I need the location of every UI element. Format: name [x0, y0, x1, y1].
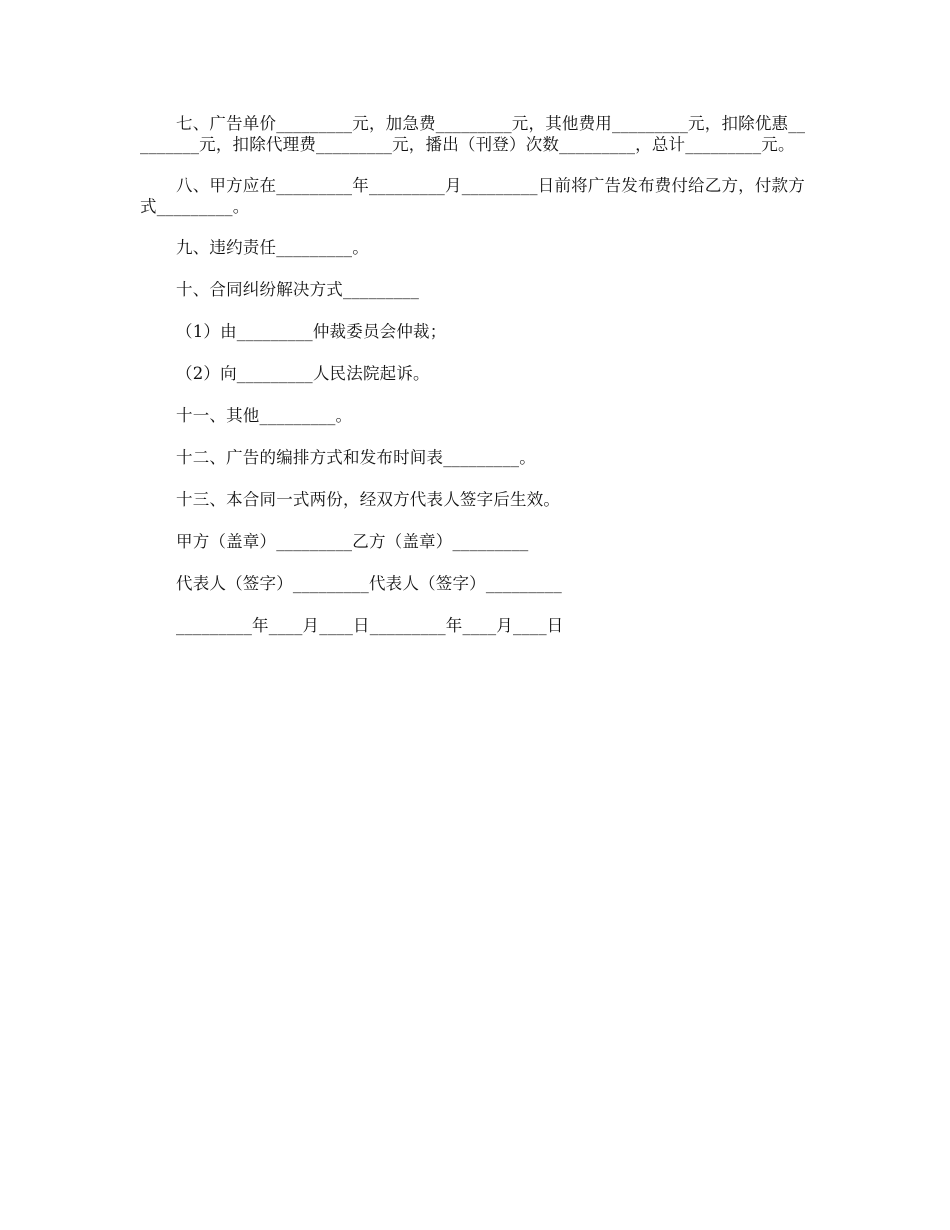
clause-10-lawsuit: （2）向_________人民法院起诉。: [176, 364, 430, 383]
contract-page: [140, 113, 810, 657]
clause-13-effect: 十三、本合同一式两份，经双方代表人签字后生效。: [176, 490, 561, 509]
clause-8-payment: 八、甲方应在_________年_________月_________日前将广告发布费付给乙方，付款方式_________。: [140, 176, 805, 216]
date-line: _________年____月____日_________年____月____日: [176, 616, 564, 635]
clause-12-schedule: 十二、广告的编排方式和发布时间表_________。: [176, 448, 536, 467]
signature-line: 代表人（签字）_________代表人（签字）_________: [176, 574, 562, 593]
clause-9-liability: 九、违约责任_________。: [176, 238, 369, 257]
seal-line: 甲方（盖章）_________乙方（盖章）_________: [176, 532, 529, 551]
clause-11-other: 十一、其他_________。: [176, 406, 353, 425]
clause-7-price: 七、广告单价_________元，加急费_________元，其他费用_________元，扣除优惠_________元，扣除代理费_________元，播出（刊登）次数_________，总计_________元。: [140, 114, 806, 154]
clause-10-arbitration: （1）由_________仲裁委员会仲裁；: [176, 322, 447, 341]
clause-10-dispute: 十、合同纠纷解决方式_________: [176, 280, 420, 299]
